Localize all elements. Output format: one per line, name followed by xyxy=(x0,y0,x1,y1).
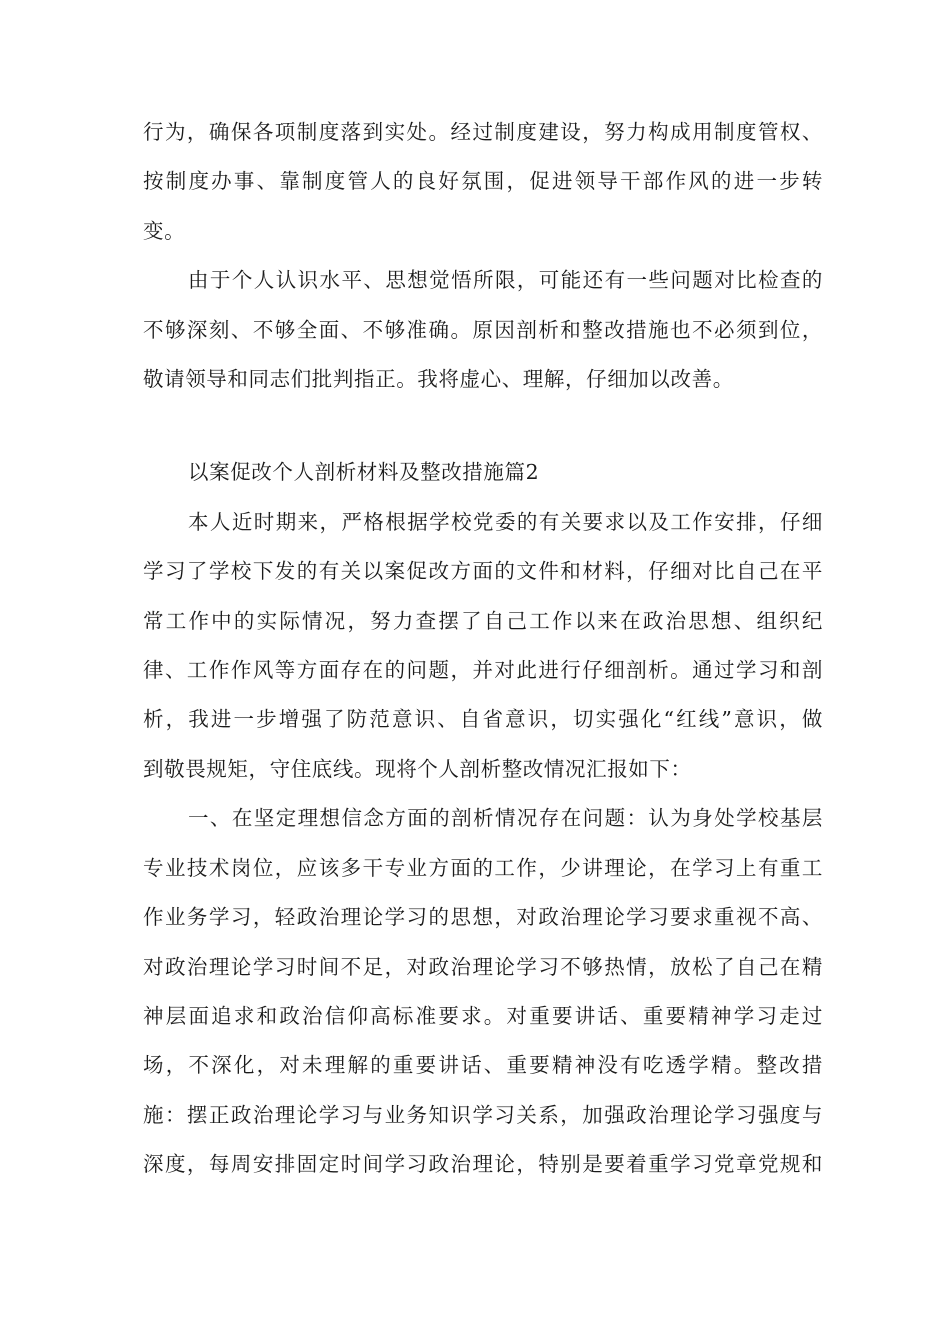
text-line: 神层面追求和政治信仰高标准要求。对重要讲话、重要精神学习走过 xyxy=(143,1003,823,1028)
text-line: 常工作中的实际情况，努力查摆了自己工作以来在政治思想、组织纪 xyxy=(143,608,823,633)
text-line: 对政治理论学习时间不足，对政治理论学习不够热情，放松了自己在精 xyxy=(143,954,823,979)
section-heading: 以案促改个人剖析材料及整改措施篇2 xyxy=(188,460,540,485)
paragraph-intro xyxy=(143,498,823,794)
text-line: 行为，确保各项制度落到实处。经过制度建设，努力构成用制度管权、 xyxy=(143,120,823,144)
text-line: 专业技术岗位，应该多干专业方面的工作，少讲理论，在学习上有重工 xyxy=(143,855,823,880)
text-line: 按制度办事、靠制度管人的良好氛围，促进领导干部作风的进一步转 xyxy=(143,169,823,194)
text-line: 学习了学校下发的有关以案促改方面的文件和材料，仔细对比自己在平 xyxy=(143,559,823,584)
text-line: 不够深刻、不够全面、不够准确。原因剖析和整改措施也不必须到位， xyxy=(143,317,823,342)
text-line: 场，不深化，对未理解的重要讲话、重要精神没有吃透学精。整改措 xyxy=(143,1053,823,1078)
text-line: 一、在坚定理想信念方面的剖析情况存在问题：认为身处学校基层 xyxy=(188,806,823,831)
paragraph-continuation xyxy=(143,108,823,256)
text-line: 到敬畏规矩，守住底线。现将个人剖析整改情况汇报如下： xyxy=(143,756,692,781)
paragraph-section-one xyxy=(143,794,823,1189)
paragraph-closing xyxy=(143,256,823,404)
text-line: 作业务学习，轻政治理论学习的思想，对政治理论学习要求重视不高、 xyxy=(143,905,823,930)
text-line: 律、工作作风等方面存在的问题，并对此进行仔细剖析。通过学习和剖 xyxy=(143,658,823,683)
document-page xyxy=(143,108,823,1190)
text-line: 由于个人认识水平、思想觉悟所限，可能还有一些问题对比检查的 xyxy=(188,268,823,293)
text-line: 深度，每周安排固定时间学习政治理论，特别是要着重学习党章党规和 xyxy=(143,1152,823,1177)
text-line: 本人近时期来，严格根据学校党委的有关要求以及工作安排，仔细 xyxy=(188,509,823,534)
text-line: 敬请领导和同志们批判指正。我将虚心、理解，仔细加以改善。 xyxy=(143,367,734,392)
text-line: 析，我进一步增强了防范意识、自省意识，切实强化“红线”意识，做 xyxy=(143,707,823,732)
text-line: 变。 xyxy=(143,218,186,243)
text-line: 施：摆正政治理论学习与业务知识学习关系，加强政治理论学习强度与 xyxy=(143,1102,823,1127)
